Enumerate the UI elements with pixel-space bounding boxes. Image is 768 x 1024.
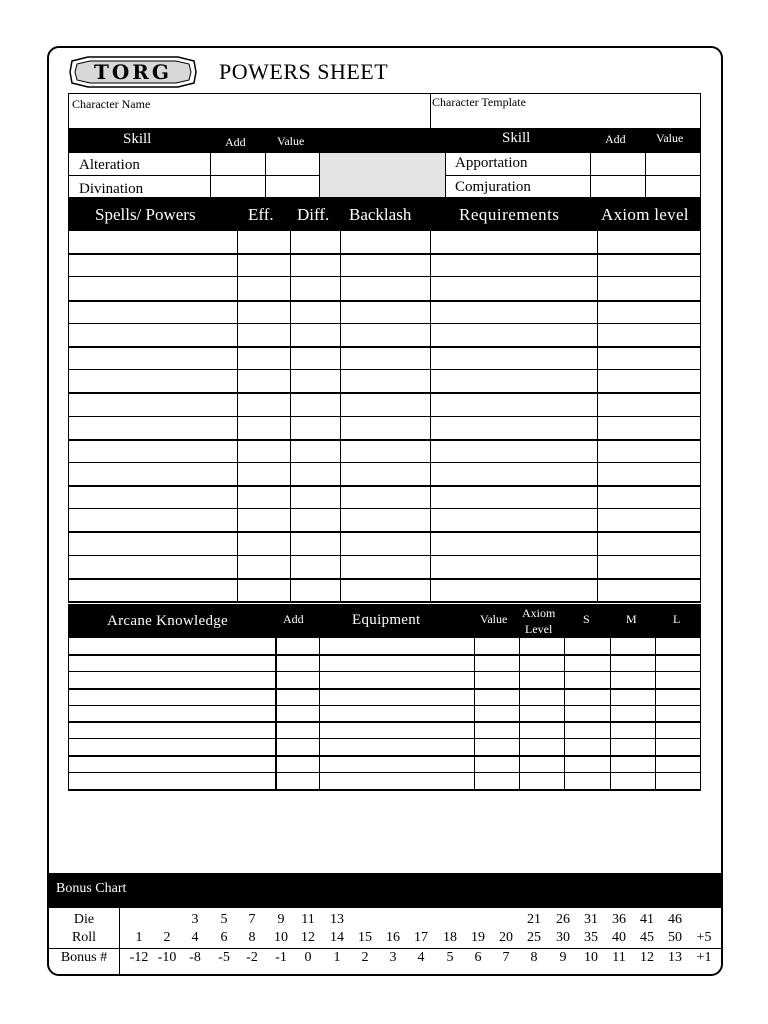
spell-requirements-field[interactable]: [431, 278, 596, 299]
value-header-right: Value: [656, 131, 684, 145]
spell-eff-field[interactable]: [238, 255, 289, 276]
spell-requirements-field[interactable]: [431, 464, 596, 485]
spell-axiom-field[interactable]: [598, 371, 700, 392]
spell-backlash-field[interactable]: [341, 371, 429, 392]
bonus-value: 7: [502, 950, 510, 965]
skill-header-right: Skill: [502, 130, 531, 146]
spell-eff-field[interactable]: [238, 232, 289, 253]
spell-eff-field[interactable]: [238, 348, 289, 369]
die-roll-lower: 1: [135, 930, 143, 945]
size-l-header: L: [673, 612, 681, 626]
spell-requirements-field[interactable]: [431, 580, 596, 601]
character-name-field[interactable]: [69, 112, 429, 128]
equipment-l-field[interactable]: [657, 707, 700, 722]
equipment-m-field[interactable]: [612, 757, 654, 772]
die-roll-upper: 7: [248, 912, 256, 927]
character-template-label: Character Template: [432, 95, 526, 109]
roll-label: Roll: [71, 930, 97, 945]
spell-name-field[interactable]: [69, 464, 236, 485]
arcane-knowledge-field[interactable]: [70, 673, 274, 688]
skill-value-field[interactable]: [646, 176, 700, 197]
spell-name-field[interactable]: [69, 557, 236, 578]
equipment-s-field[interactable]: [566, 656, 609, 671]
skill-add-field[interactable]: [266, 153, 319, 175]
spell-axiom-field[interactable]: [598, 418, 700, 439]
logo-text: TORG: [93, 60, 173, 84]
requirements-col-header: Requirements: [459, 205, 560, 224]
spell-backlash-field[interactable]: [341, 441, 429, 462]
spell-axiom-field[interactable]: [598, 232, 700, 253]
spell-backlash-field[interactable]: [341, 487, 429, 508]
die-roll-upper: 26: [556, 912, 570, 927]
equipment-s-field[interactable]: [566, 673, 609, 688]
spell-name-field[interactable]: [69, 418, 236, 439]
spells-row-line: [68, 323, 701, 324]
spell-axiom-field[interactable]: [598, 394, 700, 415]
spell-eff-field[interactable]: [238, 510, 289, 531]
die-roll-lower: 16: [386, 930, 400, 945]
die-roll-lower: 40: [612, 930, 626, 945]
skill-value-field[interactable]: [591, 153, 645, 175]
equipment-field[interactable]: [321, 774, 473, 789]
spell-backlash-field[interactable]: [341, 557, 429, 578]
equipment-m-field[interactable]: [612, 723, 654, 738]
arcane-knowledge-header: Arcane Knowledge: [107, 613, 228, 629]
equipment-value-field[interactable]: [476, 757, 518, 772]
equipment-axiom-field[interactable]: [521, 774, 563, 789]
bonus-value: 0: [304, 950, 312, 965]
die-roll-upper: 46: [668, 912, 682, 927]
page-title: POWERS SHEET: [219, 59, 389, 84]
spells-row-line: [68, 462, 701, 463]
bonus-value: +1: [696, 950, 712, 965]
eff-col-header: Eff.: [248, 205, 274, 224]
axiom-level-header-line1: Axiom: [522, 606, 556, 620]
spell-name-field[interactable]: [69, 348, 236, 369]
skill-value-field[interactable]: [646, 153, 700, 175]
spell-requirements-field[interactable]: [431, 510, 596, 531]
equipment-axiom-field[interactable]: [521, 639, 563, 654]
equipment-m-field[interactable]: [612, 707, 654, 722]
spell-requirements-field[interactable]: [431, 348, 596, 369]
die-roll-upper: 13: [330, 912, 344, 927]
arcane-add-field[interactable]: [277, 774, 318, 789]
equipment-m-field[interactable]: [612, 740, 654, 755]
equipment-s-field[interactable]: [566, 723, 609, 738]
spell-requirements-field[interactable]: [431, 371, 596, 392]
equipment-value-field[interactable]: [476, 690, 518, 705]
arcane-add-field[interactable]: [277, 656, 318, 671]
bonus-value: 6: [474, 950, 482, 965]
equipment-m-field[interactable]: [612, 774, 654, 789]
equipment-value-field[interactable]: [476, 774, 518, 789]
spell-backlash-field[interactable]: [341, 255, 429, 276]
arcane-col-line: [319, 638, 320, 790]
equipment-m-field[interactable]: [612, 656, 654, 671]
equipment-value-field[interactable]: [476, 673, 518, 688]
equipment-l-field[interactable]: [657, 690, 700, 705]
spells-col-header: Spells/ Powers: [95, 205, 196, 224]
spell-axiom-field[interactable]: [598, 533, 700, 554]
die-roll-lower: 2: [163, 930, 171, 945]
skill-name: Divination: [79, 181, 144, 197]
arcane-row-line: [68, 738, 701, 739]
spell-backlash-field[interactable]: [341, 325, 429, 346]
bonus-chart-bar: [48, 873, 722, 908]
arcane-row-line: [68, 671, 701, 672]
spell-eff-field[interactable]: [238, 278, 289, 299]
spell-backlash-field[interactable]: [341, 418, 429, 439]
equipment-field[interactable]: [321, 740, 473, 755]
arcane-knowledge-field[interactable]: [70, 690, 274, 705]
skill-gray-block: [319, 153, 445, 198]
spells-row-line: [68, 276, 701, 277]
skill-add-field[interactable]: [211, 153, 265, 175]
die-roll-upper: 5: [220, 912, 228, 927]
die-roll-lower: 17: [414, 930, 428, 945]
spell-axiom-field[interactable]: [598, 278, 700, 299]
arcane-add-field[interactable]: [277, 740, 318, 755]
spell-axiom-field[interactable]: [598, 487, 700, 508]
die-roll-lower: 12: [301, 930, 315, 945]
spell-name-field[interactable]: [69, 441, 236, 462]
bonus-value: 3: [389, 950, 397, 965]
arcane-col-line: [519, 638, 520, 790]
spell-diff-field[interactable]: [291, 487, 339, 508]
value-header-left: Value: [277, 134, 305, 148]
diff-col-header: Diff.: [297, 205, 330, 224]
equipment-field[interactable]: [321, 757, 473, 772]
spell-backlash-field[interactable]: [341, 394, 429, 415]
equipment-l-field[interactable]: [657, 723, 700, 738]
spell-eff-field[interactable]: [238, 441, 289, 462]
spell-diff-field[interactable]: [291, 302, 339, 323]
die-roll-lower: 20: [499, 930, 513, 945]
arcane-knowledge-field[interactable]: [70, 757, 274, 772]
spell-eff-field[interactable]: [238, 394, 289, 415]
die-roll-lower: 19: [471, 930, 485, 945]
arcane-border-right: [700, 638, 701, 790]
die-roll-upper: 21: [527, 912, 541, 927]
arcane-row-line: [68, 772, 701, 773]
arcane-add-field[interactable]: [277, 707, 318, 722]
spell-axiom-field[interactable]: [598, 441, 700, 462]
equipment-field[interactable]: [321, 639, 473, 654]
spell-diff-field[interactable]: [291, 394, 339, 415]
spell-axiom-field[interactable]: [598, 255, 700, 276]
spell-name-field[interactable]: [69, 487, 236, 508]
spell-axiom-field[interactable]: [598, 302, 700, 323]
spell-backlash-field[interactable]: [341, 464, 429, 485]
arcane-add-field[interactable]: [277, 690, 318, 705]
bonus-value: 12: [640, 950, 654, 965]
spell-backlash-field[interactable]: [341, 302, 429, 323]
equipment-l-field[interactable]: [657, 639, 700, 654]
spell-diff-field[interactable]: [291, 580, 339, 601]
spell-diff-field[interactable]: [291, 325, 339, 346]
spells-row-line: [68, 416, 701, 417]
equipment-s-field[interactable]: [566, 707, 609, 722]
equipment-axiom-field[interactable]: [521, 656, 563, 671]
equipment-field[interactable]: [321, 673, 473, 688]
die-roll-upper: 9: [277, 912, 285, 927]
arcane-col-line: [610, 638, 611, 790]
spell-eff-field[interactable]: [238, 487, 289, 508]
spell-diff-field[interactable]: [291, 533, 339, 554]
equipment-axiom-field[interactable]: [521, 673, 563, 688]
equipment-axiom-field[interactable]: [521, 707, 563, 722]
spell-name-field[interactable]: [69, 533, 236, 554]
spell-name-field[interactable]: [69, 371, 236, 392]
spell-diff-field[interactable]: [291, 418, 339, 439]
arcane-knowledge-field[interactable]: [70, 707, 274, 722]
spell-eff-field[interactable]: [238, 371, 289, 392]
arcane-knowledge-field[interactable]: [70, 740, 274, 755]
arcane-knowledge-field[interactable]: [70, 639, 274, 654]
spell-requirements-field[interactable]: [431, 557, 596, 578]
spell-eff-field[interactable]: [238, 580, 289, 601]
bonus-value: 10: [584, 950, 598, 965]
spell-diff-field[interactable]: [291, 510, 339, 531]
spell-backlash-field[interactable]: [341, 232, 429, 253]
equipment-axiom-field[interactable]: [521, 757, 563, 772]
equipment-s-field[interactable]: [566, 757, 609, 772]
spell-backlash-field[interactable]: [341, 510, 429, 531]
equipment-value-header: Value: [480, 612, 508, 626]
spells-row-line: [68, 508, 701, 509]
bonus-value: -5: [218, 950, 230, 965]
spell-axiom-field[interactable]: [598, 510, 700, 531]
equipment-s-field[interactable]: [566, 639, 609, 654]
spell-requirements-field[interactable]: [431, 302, 596, 323]
bonus-value: 4: [417, 950, 425, 965]
die-roll-lower: 30: [556, 930, 570, 945]
spell-eff-field[interactable]: [238, 302, 289, 323]
spell-name-field[interactable]: [69, 394, 236, 415]
axiom-level-header-line2: Level: [525, 622, 553, 636]
spell-eff-field[interactable]: [238, 557, 289, 578]
die-roll-lower: 25: [527, 930, 541, 945]
equipment-l-field[interactable]: [657, 673, 700, 688]
skill-name: Alteration: [79, 157, 140, 173]
bonus-value: 9: [559, 950, 567, 965]
die-roll-lower: 8: [248, 930, 256, 945]
die-roll-lower: 6: [220, 930, 228, 945]
equipment-l-field[interactable]: [657, 774, 700, 789]
spell-requirements-field[interactable]: [431, 441, 596, 462]
spell-requirements-field[interactable]: [431, 325, 596, 346]
bonus-value: -10: [157, 950, 177, 965]
spell-axiom-field[interactable]: [598, 557, 700, 578]
die-roll-upper: 36: [612, 912, 626, 927]
equipment-value-field[interactable]: [476, 656, 518, 671]
equipment-s-field[interactable]: [566, 740, 609, 755]
die-label: Die: [73, 912, 95, 927]
spell-backlash-field[interactable]: [341, 580, 429, 601]
equipment-value-field[interactable]: [476, 740, 518, 755]
die-roll-lower: 18: [443, 930, 457, 945]
arcane-row-line: [68, 705, 701, 706]
equipment-l-field[interactable]: [657, 656, 700, 671]
die-roll-lower: +5: [696, 930, 712, 945]
spell-name-field[interactable]: [69, 278, 236, 299]
skill-col-line: [445, 153, 446, 198]
add-header-left: Add: [225, 135, 246, 149]
arcane-col-line: [474, 638, 475, 790]
spells-row-line: [68, 601, 701, 603]
arcane-knowledge-field[interactable]: [70, 723, 274, 738]
equipment-m-field[interactable]: [612, 690, 654, 705]
spell-name-field[interactable]: [69, 325, 236, 346]
skill-header-left: Skill: [123, 131, 152, 147]
spells-row-line: [68, 369, 701, 370]
spell-axiom-field[interactable]: [598, 580, 700, 601]
axiom-col-header: Axiom level: [601, 205, 689, 224]
equipment-value-field[interactable]: [476, 723, 518, 738]
spells-row-line: [68, 555, 701, 556]
character-name-label: Character Name: [72, 97, 151, 111]
die-roll-upper: 31: [584, 912, 598, 927]
die-roll-lower: 10: [274, 930, 288, 945]
skill-name: Comjuration: [455, 179, 531, 195]
spell-diff-field[interactable]: [291, 232, 339, 253]
equipment-s-field[interactable]: [566, 690, 609, 705]
bonus-value: 8: [530, 950, 538, 965]
bonus-value: 5: [446, 950, 454, 965]
skill-name: Apportation: [455, 155, 528, 171]
arcane-row-line: [68, 789, 701, 791]
add-header-right: Add: [605, 132, 626, 146]
spell-requirements-field[interactable]: [431, 232, 596, 253]
equipment-axiom-field[interactable]: [521, 723, 563, 738]
equipment-m-field[interactable]: [612, 639, 654, 654]
size-m-header: M: [626, 612, 637, 626]
die-roll-upper: 41: [640, 912, 654, 927]
arcane-border-left: [68, 638, 69, 790]
equipment-l-field[interactable]: [657, 740, 700, 755]
die-roll-lower: 15: [358, 930, 372, 945]
equipment-axiom-field[interactable]: [521, 690, 563, 705]
arcane-add-field[interactable]: [277, 757, 318, 772]
equipment-field[interactable]: [321, 707, 473, 722]
bonus-value: 1: [333, 950, 341, 965]
spell-axiom-field[interactable]: [598, 325, 700, 346]
spell-requirements-field[interactable]: [431, 487, 596, 508]
spell-backlash-field[interactable]: [341, 533, 429, 554]
torg-logo: [68, 55, 198, 89]
equipment-header: Equipment: [352, 612, 421, 628]
spell-name-field[interactable]: [69, 510, 236, 531]
spell-requirements-field[interactable]: [431, 418, 596, 439]
spell-axiom-field[interactable]: [598, 348, 700, 369]
equipment-value-field[interactable]: [476, 639, 518, 654]
die-roll-lower: 35: [584, 930, 598, 945]
bonus-label-divider: [119, 908, 120, 975]
spell-requirements-field[interactable]: [431, 394, 596, 415]
spell-backlash-field[interactable]: [341, 278, 429, 299]
spell-diff-field[interactable]: [291, 464, 339, 485]
arcane-add-field[interactable]: [277, 723, 318, 738]
equipment-field[interactable]: [321, 656, 473, 671]
spell-requirements-field[interactable]: [431, 533, 596, 554]
spell-backlash-field[interactable]: [341, 348, 429, 369]
equipment-axiom-field[interactable]: [521, 740, 563, 755]
character-template-field[interactable]: [431, 112, 700, 128]
bonus-label: Bonus #: [60, 950, 108, 965]
die-roll-upper: 3: [191, 912, 199, 927]
arcane-knowledge-field[interactable]: [70, 774, 274, 789]
die-roll-upper: 11: [301, 912, 315, 927]
spell-name-field[interactable]: [69, 580, 236, 601]
bonus-value: 2: [361, 950, 369, 965]
equipment-m-field[interactable]: [612, 673, 654, 688]
spell-eff-field[interactable]: [238, 533, 289, 554]
equipment-field[interactable]: [321, 690, 473, 705]
spell-diff-field[interactable]: [291, 255, 339, 276]
die-roll-lower: 50: [668, 930, 682, 945]
size-s-header: S: [583, 612, 590, 626]
skill-value-field[interactable]: [591, 176, 645, 197]
spell-name-field[interactable]: [69, 302, 236, 323]
die-roll-lower: 45: [640, 930, 654, 945]
skill-add-field[interactable]: [266, 176, 319, 197]
bonus-value: -2: [246, 950, 258, 965]
equipment-field[interactable]: [321, 723, 473, 738]
equipment-s-field[interactable]: [566, 774, 609, 789]
arcane-add-header: Add: [283, 612, 304, 626]
spell-name-field[interactable]: [69, 255, 236, 276]
spell-diff-field[interactable]: [291, 441, 339, 462]
die-roll-lower: 4: [191, 930, 199, 945]
arcane-add-field[interactable]: [277, 639, 318, 654]
backlash-col-header: Backlash: [349, 205, 412, 224]
arcane-col-line: [655, 638, 656, 790]
skill-col-line: [319, 153, 320, 198]
arcane-col-line: [564, 638, 565, 790]
bonus-chart-title: Bonus Chart: [56, 881, 127, 896]
bonus-value: 11: [612, 950, 626, 965]
bonus-value: 13: [668, 950, 682, 965]
bonus-value: -8: [189, 950, 201, 965]
bonus-row-divider: [48, 948, 722, 949]
spell-name-field[interactable]: [69, 232, 236, 253]
arcane-knowledge-field[interactable]: [70, 656, 274, 671]
spell-eff-field[interactable]: [238, 418, 289, 439]
spell-diff-field[interactable]: [291, 278, 339, 299]
spell-eff-field[interactable]: [238, 325, 289, 346]
bonus-value: -12: [129, 950, 149, 965]
arcane-add-field[interactable]: [277, 673, 318, 688]
spell-axiom-field[interactable]: [598, 464, 700, 485]
bonus-value: -1: [275, 950, 287, 965]
equipment-l-field[interactable]: [657, 757, 700, 772]
spell-requirements-field[interactable]: [431, 255, 596, 276]
spell-eff-field[interactable]: [238, 464, 289, 485]
equipment-value-field[interactable]: [476, 707, 518, 722]
skill-add-field[interactable]: [211, 176, 265, 197]
die-roll-lower: 14: [330, 930, 344, 945]
spell-diff-field[interactable]: [291, 348, 339, 369]
spell-diff-field[interactable]: [291, 557, 339, 578]
spell-diff-field[interactable]: [291, 371, 339, 392]
